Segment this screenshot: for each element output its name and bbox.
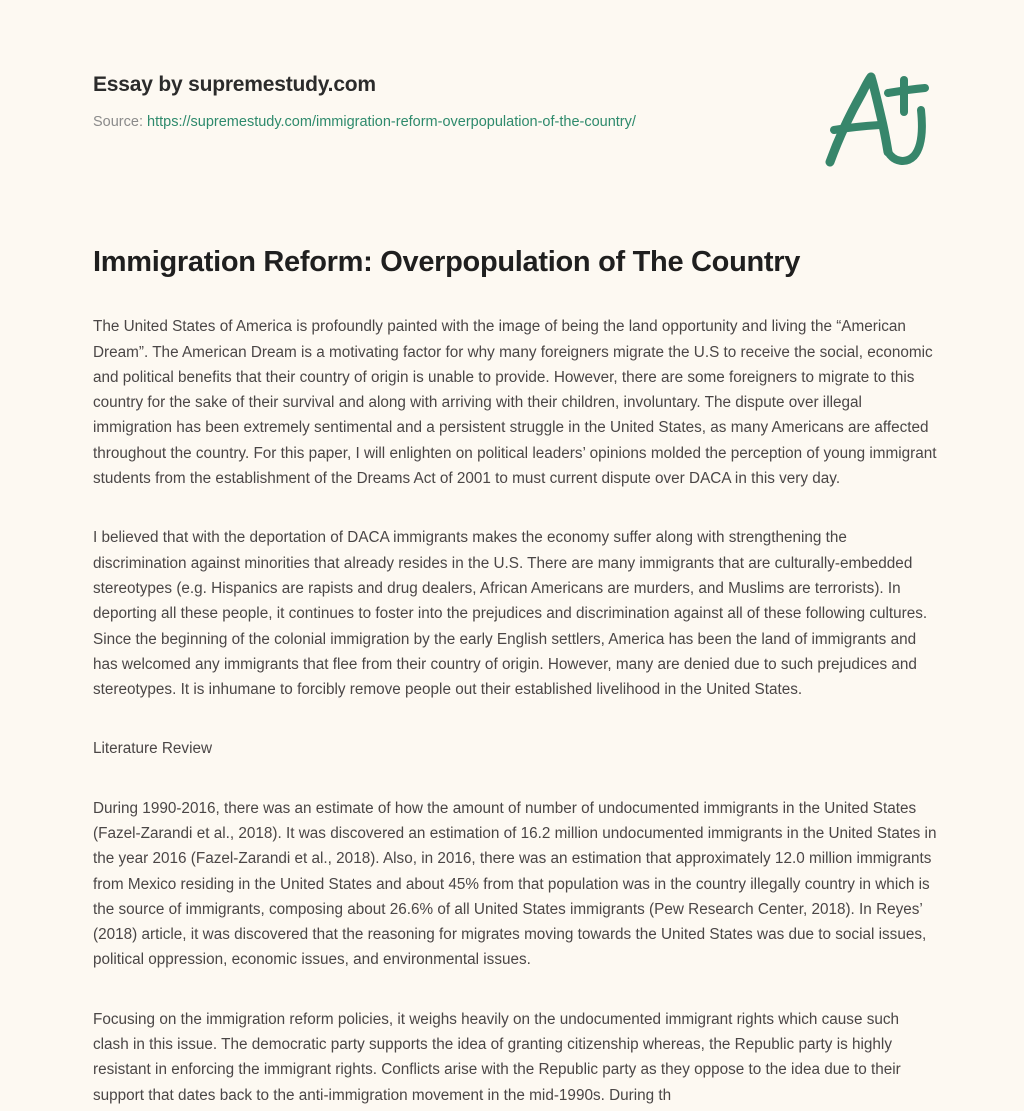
article-paragraph-truncated: Focusing on the immigration reform policies, it weighs heavily on the undocumented immigrant rights which cause such clash in this issue. The democratic party supports the idea of granting citizenship whereas, the Republic party is highly resistant in enforcing the immigrant rights. Conflicts arise with the Republic party as they oppose to the idea due to their support that dates back to the anti-immigration movement in the mid-1990s. During th: [93, 1010, 901, 1104]
aplus-logo[interactable]: [812, 66, 936, 170]
aplus-logo-icon: [812, 66, 936, 170]
article: [93, 244, 938, 1108]
article-paragraph: I believed that with the deportation of DACA immigrants makes the economy suffer along with strengthening the discrimination against minorities that already resides in the U.S. There are many immigrants that are culturally-embedded stereotypes (e.g. Hispanics are rapists and drug dealers, African Americans are murders, and Muslims are terrorists). In deporting all these people, it continues to foster into the prejudices and discrimination against all of these following cultures. Since the beginning of the colonial immigration by the early English settlers, America has been the land of immigrants and has welcomed any immigrants that flee from their country of origin. However, many are denied due to such prejudices and stereotypes. It is inhumane to forcibly remove people out their established livelihood in the United States.: [93, 529, 928, 699]
article-paragraph: During 1990-2016, there was an estimate of how the amount of number of undocumented immigrants in the United States (Fazel-Zarandi et al., 2018). It was discovered an estimation of 16.2 million undocumented immigrants in the United States in the year 2016 (Fazel-Zarandi et al., 2018). Also, in 2016, there was an estimation that approximately 12.0 million immigrants from Mexico residing in the United States and about 45% from that population was in the country illegally country in which is the source of immigrants, composing about 26.6% of all United States immigrants (Pew Research Center, 2018). In Reyes’ (2018) article, it was discovered that the reasoning for migrates moving towards the United States was due to social issues, political oppression, economic issues, and environmental issues.: [93, 799, 937, 969]
header-text-block: [93, 72, 793, 132]
page-title: Immigration Reform: Overpopulation of The Country: [93, 246, 801, 278]
source-label: Source:: [93, 114, 143, 131]
source-line: [93, 113, 793, 132]
essay-byline: Essay by supremestudy.com: [93, 73, 376, 96]
section-heading-literature-review: Literature Review: [93, 740, 213, 758]
source-url-link[interactable]: https://supremestudy.com/immigration-reform-overpopulation-of-the-country/: [147, 114, 636, 131]
article-paragraph: The United States of America is profoundly painted with the image of being the land opportunity and living the “American Dream”. The American Dream is a motivating factor for why many foreigners migrate the U.S to receive the social, economic and political benefits that their country of origin is unable to provide. However, there are some foreigners to migrate to this country for the sake of their survival and along with arriving with their children, involuntary. The dispute over illegal immigration has been extremely sentimental and a persistent struggle in the United States, as many Americans are affected throughout the country. For this paper, I will enlighten on political leaders’ opinions molded the perception of young immigrant students from the establishment of the Dreams Act of 2001 to must current dispute over DACA in this very day.: [93, 318, 937, 488]
page-header: [0, 0, 1024, 200]
article-body: [93, 314, 938, 1108]
